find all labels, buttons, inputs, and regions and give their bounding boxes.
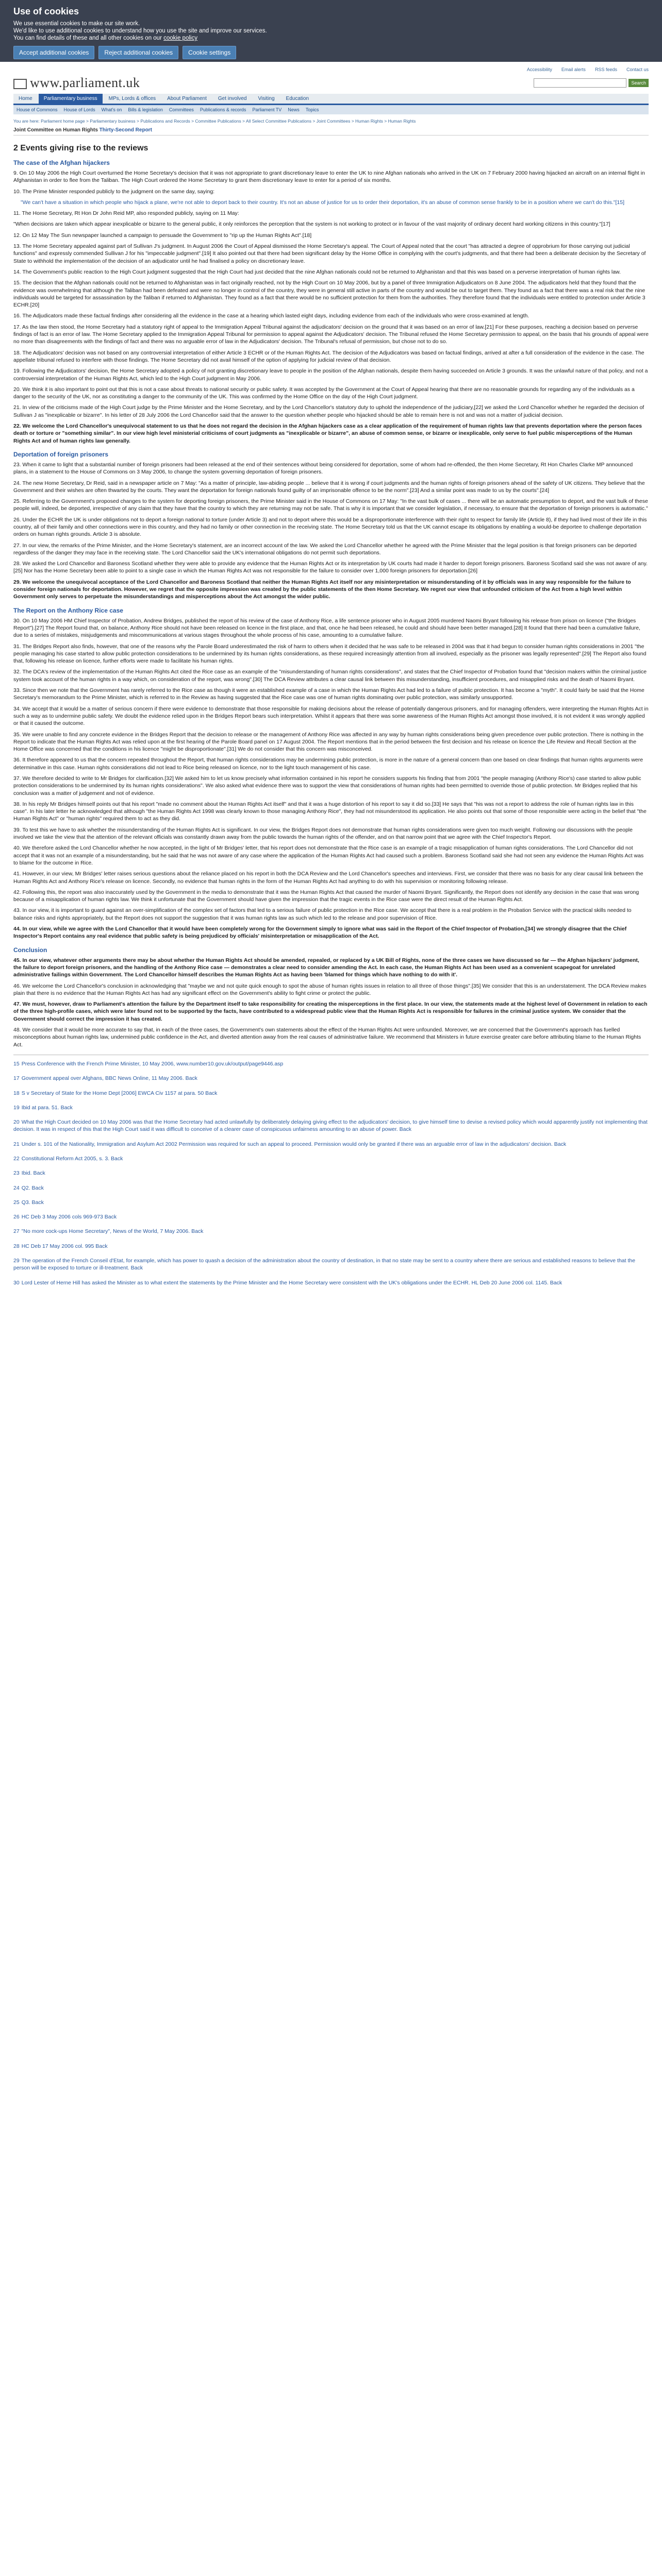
- paragraph: 44. In our view, while we agree with the Lord Chancellor that it would have been completely wrong for the Government simply to ignore what was said in the Report of the Chief Inspector of Probation,[34] we strongly disagree that the Chief Inspector's Report contains any real evidence that public safety is being prejudiced by officials' misinterpretation or misapplication of the Act.: [13, 926, 627, 940]
- footnote-number: 26: [13, 1214, 20, 1221]
- paragraph: 42. Following this, the report was also inaccurately used by the Government in the media to demonstrate that it was the Human Rights Act that caused the murder of Naomi Bryant. Significantly, the Report does not identify any decision in the case that was wrong because of a misapplication of human rights law. We think it unfortunate that the Government should have given the impression that the tragic events in the Rice case were the direct result of the Human Rights Act.: [13, 889, 639, 903]
- section-heading-afghan: The case of the Afghan hijackers: [13, 159, 110, 166]
- paragraph: 40. We therefore asked the Lord Chancellor whether he now accepted, in the light of Mr Bridges' letter, that his report does not demonstrate that the Rice case is an example of a tragic misapplication of human rights considerations. The Lord Chancellor did not accept that it was not an example of a misunderstanding, but he said that he was not aware of any case where the application of the Human Rights Act had caused such a problem. Baroness Scotland said she had not seen any evidence the Human Rights Act was to blame for the outcome in Rice.: [13, 845, 644, 866]
- footnote-text: Ibid. Back: [21, 1170, 45, 1177]
- nav-home[interactable]: Home: [19, 96, 32, 101]
- report-title-link[interactable]: Thirty-Second Report: [99, 127, 152, 133]
- paragraph: 26. Under the ECHR the UK is under obligations not to deport a foreign national to torture (under Article 3) and not to deport where this would be a disproportionate interference with their right to respect for family life (Article 8), if they had lived most of their life in this country, all of their family and other connections were in this country, and they had no family or other connection in the receiving state. The Home Secretary told us that the UK cannot escape its obligations by enabling a would-be deportee to challenge deportation orders on human rights grounds. Article 3 is absolute.: [13, 516, 647, 538]
- paragraph: 33. Since then we note that the Government has rarely referred to the Rice case as though it were an established example of a case in which the Human Rights Act had led to a failure of public protection. It has become a "myth". It could fairly be said that the Home Secretary's memorandum to the Prime Minister, which is referred to in the Review as having suggested that the Rice case was one of human rights dominating over public protection, was similarly unsupported.: [13, 687, 644, 701]
- footnote-text: S v Secretary of State for the Home Dept [2006] EWCA Civ 1157 at para. 50 Back: [21, 1090, 218, 1096]
- footnote[interactable]: [13, 1199, 649, 1206]
- subnav-tv[interactable]: Parliament TV: [252, 107, 282, 112]
- paragraph: 23. When it came to light that a substantial number of foreign prisoners had been released at the end of their sentences without being considered for deportation, some of whom had re-offended, the then Home Secretary, Rt Hon Charles Clarke MP announced plans, in a statement to the House of Commons on 3 May 2006, to change the system governing deportation of foreign prisoners.: [13, 461, 633, 476]
- footnote[interactable]: [13, 1104, 649, 1111]
- footnote-text: Lord Lester of Herne Hill has asked the Minister as to what extent the statements by the Prime Minister and the Home Secretary were consistent with the UK's obligations under the ECHR. HL Deb 20 June 2006 col. 1145. Back: [21, 1279, 562, 1286]
- subnav-commons[interactable]: House of Commons: [16, 107, 58, 112]
- footnote-text: HC Deb 17 May 2006 col. 995 Back: [21, 1243, 108, 1249]
- paragraph: 16. The Adjudicators made these factual findings after considering all the evidence in the case at a hearing which lasted eight days, including evidence from each of the individuals who were cross-examined at length.: [13, 313, 529, 319]
- search-input[interactable]: [534, 78, 626, 88]
- paragraph: 45. In our view, whatever other arguments there may be about whether the Human Rights Act should be amended, repealed, or replaced by a UK Bill of Rights, none of the three cases we have discussed so far — the Afghan hijackers' judgment, the failure to deport foreign prisoners, and the handling of the Anthony Rice case — demonstrates a clear need to consider amending the Act. In each case, the Human Rights Act has been used as a convenient scapegoat for unrelated administrative failings within Government. The Lord Chancellor himself describes the Human Rights Act as having been 'blamed for things which have nothing to do with it'.: [13, 957, 639, 978]
- footnote-number: 18: [13, 1090, 20, 1096]
- footnote-text: Government appeal over Afghans, BBC News Online, 11 May 2006. Back: [21, 1075, 197, 1082]
- toplink-contact-us[interactable]: Contact us: [626, 67, 649, 72]
- report-title: Joint Committee on Human Rights Thirty-Second Report: [13, 127, 649, 135]
- footnote-text: The operation of the French Conseil d'Etat, for example, which has power to quash a decision of the administration about the country of destination, in that no state may be sent to a country where there are serious and established reasons to believe that the person will be exposed to torture or ill-treatment. Back: [13, 1258, 636, 1272]
- footnote[interactable]: [13, 1279, 649, 1286]
- footnote[interactable]: [13, 1141, 649, 1148]
- paragraph: 34. We accept that it would be a matter of serious concern if there were evidence to demonstrate that those responsible for making decisions about the release of potentially dangerous prisoners, and for managing offenders, were interpreting the Human Rights Act in such a way as to undermine public safety. We doubt the evidence relied upon in the Bridges Report bears such interpretation. Whilst it appears that there was some awareness of the Human Rights Act amongst those involved, it is not evident it was wrongly applied or that it caused the outcome.: [13, 705, 649, 727]
- paragraph: 14. The Government's public reaction to the High Court judgment suggested that the High Court had just decided that the nine Afghan nationals could not be returned to Afghanistan and that this was based on a perverse interpretation of human rights law.: [13, 268, 621, 275]
- cookie-line-3: You can find details of these and all other cookies on our cookie policy: [13, 35, 197, 41]
- footnote-number: 22: [13, 1155, 20, 1162]
- paragraph: 47. We must, however, draw to Parliament's attention the failure by the Department itself to take responsibility for creating the misperceptions in the first place. In our view, the statements made at the highest level of Government in relation to each of the three high-profile cases, which were later found not to be supported by the facts, have contributed to a widespread public view that the Human Rights Act is responsible for failures in the criminal justice system. We consider that the Government should correct the impression it has created.: [13, 1001, 648, 1022]
- paragraph-group-c: [13, 349, 649, 445]
- paragraph: 24. The new Home Secretary, Dr Reid, said in a newspaper article on 7 May: "As a matter of principle, law-abiding people ... believe that it is wrong if court judgments and the human rights of foreign prisoners ahead of the safety of UK citizens. They believe that the Government and their wishes are often thwarted by the courts. They want the deportation for foreign nationals found guilty of an imprisonable offence to be the norm".[23] And a similar point was made to us by the courts".[24]: [13, 480, 645, 494]
- footnote-text: Constitutional Reform Act 2005, s. 3. Back: [21, 1155, 123, 1162]
- main-nav: [13, 94, 649, 105]
- paragraph: 29. We welcome the unequivocal acceptance of the Lord Chancellor and Baroness Scotland that neither the Human Rights Act itself nor any misinterpretation or misunderstanding of it by officials was in any way responsible for the failure to consider foreign nationals for deportation. However, we regret that the opposite impression was created by the public statements of the then Home Secretary. We regret our view that unfounded criticism of the Act from a high level within Government only serves to perpetuate the misunderstandings and misperceptions about the Act amongst the wider public.: [13, 579, 631, 600]
- paragraph-group-b: [13, 210, 649, 345]
- paragraph-group-f: [13, 957, 649, 1048]
- footnote[interactable]: [13, 1118, 649, 1133]
- footnote-text: Q3. Back: [21, 1199, 44, 1206]
- paragraph-group-a: [13, 170, 649, 195]
- paragraph: 27. In our view, the remarks of the Prime Minister, and the Home Secretary's statement, are an incorrect account of the law. We asked the Lord Chancellor whether he agreed with the Prime Minister that the legal position is that foreign prisoners can be deported regardless of the danger they may face in the receiving state. The Lord Chancellor said the UK's international obligations do not permit such deportations.: [13, 542, 637, 556]
- paragraph-group-e: [13, 617, 649, 940]
- portcullis-icon: [13, 79, 27, 89]
- subnav-publications[interactable]: Publications & records: [200, 107, 246, 112]
- paragraph: 36. It therefore appeared to us that the concern repeated throughout the Report, that human rights considerations may be undermining public protection, is more in the nature of a general concern than one based on clear findings that human rights arguments were determinative in this case. Human rights considerations did not lead to Rice being released on licence, nor to the light touch management of his case.: [13, 757, 643, 771]
- footnote-text: "No more cock-ups Home Secretary", News of the World, 7 May 2006. Back: [21, 1228, 204, 1235]
- paragraph: 41. However, in our view, Mr Bridges' letter raises serious questions about the reliance placed on his report in both the DCA Review and the Lord Chancellor's speeches and interviews. First, we consider that there was no basis for any clear causal link between the Human Rights Act and Anthony Rice's release on licence. Secondly, no evidence that human rights in the form of the Human Rights Act had anything to do with his supervision or monitoring following release.: [13, 871, 643, 885]
- cookie-line-1: We use essential cookies to make our site work.: [13, 21, 140, 27]
- paragraph: 46. We welcome the Lord Chancellor's conclusion in acknowledging that "maybe we and not quite quick enough to spot the abuse of human rights issues in relation to all three of those things".[35] We consider that this is an understatement. The DCA Review makes plain that there is no evidence that the Human Rights Act has had any significant effect on the Government's ability to fight crime or protect the public.: [13, 982, 647, 996]
- cookie-title: Use of cookies: [13, 6, 79, 16]
- subnav-news[interactable]: News: [288, 107, 300, 112]
- footnote-text: Q2. Back: [21, 1184, 44, 1191]
- accept-cookies-button[interactable]: Accept additional cookies: [13, 46, 94, 59]
- nav-mps-lords[interactable]: MPs, Lords & offices: [108, 96, 156, 101]
- paragraph: 25. Referring to the Government's proposed changes to the system for deporting foreign prisoners, the Prime Minister said in the House of Commons on 17 May: "In the vast bulk of cases ... there will be an automatic presumption to deport, and the vast bulk of these people will, indeed, be deported, irrespective of any claim that they have that the country to which they are returning may not be safe. That is why it is important that we consider legislation, if necessary, to ensure that the deportation of foreign prisoners is automatic.": [13, 498, 648, 512]
- footnote-text: Press Conference with the French Prime Minister, 10 May 2006, www.number10.gov.uk/output/page9446.asp: [21, 1060, 284, 1067]
- subnav-whats-on[interactable]: What's on: [101, 107, 122, 112]
- footnote-number: 20: [13, 1119, 20, 1126]
- footnote[interactable]: [13, 1213, 649, 1221]
- paragraph: 37. We therefore decided to write to Mr Bridges for clarification.[32] We asked him to let us know precisely what information contained in his report he considers supports his finding that from 2001 "the people managing (Anthony Rice's) case started to allow public protection considerations to be undermined by its human rights considerations". We also asked what evidence there was to support the view that considerations of human rights had been permitted to override those of public protection. Mr Bridges replied that his conclusion was a matter of judgement and not of evidence.: [13, 775, 641, 796]
- footnote[interactable]: [13, 1090, 649, 1097]
- cookie-policy-link[interactable]: cookie policy: [163, 35, 197, 41]
- footnote[interactable]: [13, 1257, 649, 1272]
- footnote-text: What the High Court decided on 10 May 2006 was that the Home Secretary had acted unlawfully by deliberately delaying giving effect to the adjudicators' decision, to give himself time to devise a revised policy which would apparently justify not implementing that decision. It was in respect of this that the High Court said it was difficult to conceive of a clearer case of conspicuous unfairness amounting to an abuse of power. Back: [13, 1119, 648, 1133]
- pm-quote: "We can't have a situation in which people who hijack a plane, we're not able to deport back to their country. It's not an abuse of justice for us to order their deportation, it's an abuse of common sense frankly to be in a position where we can't do this."[15]: [21, 199, 625, 206]
- section-heading-conclusion: Conclusion: [13, 946, 47, 954]
- paragraph: 9. On 10 May 2006 the High Court overturned the Home Secretary's decision that it was not appropriate to grant discretionary leave to enter the UK to nine Afghan nationals who arrived in the UK on 7 February 2000 having hijacked an aircraft on an internal flight in Afghanistan in order to flee from the Taliban. The High Court ordered the Home Secretary to grant them discretionary leave to enter for a period of six months.: [13, 170, 645, 184]
- footnote[interactable]: [13, 1155, 649, 1162]
- footnote-text: Ibid at para. 51. Back: [21, 1104, 73, 1111]
- nav-visiting[interactable]: Visiting: [258, 96, 275, 101]
- nav-about[interactable]: About Parliament: [167, 96, 207, 101]
- section-heading-deportation: Deportation of foreign prisoners: [13, 450, 109, 458]
- footnote-number: 30: [13, 1279, 20, 1286]
- paragraph: "When decisions are taken which appear inexplicable or bizarre to the general public, it only reinforces the perception that the system is not working to protect or in favour of the vast majority of ordinary decent hard working citizens in this country."[17]: [13, 221, 610, 228]
- paragraph: 21. In view of the criticisms made of the High Court judge by the Prime Minister and the Home Secretary, and by the Lord Chancellor's statutory duty to uphold the independence of the judiciary,[22] we asked the Lord Chancellor whether he regarded the decision of Sullivan J as "inexplicable or bizarre". In his letter of 28 July 2006 the Lord Chancellor said that the answer to the question whether people who hijacked should be able to remain here is not and was not a matter of judicial decision.: [13, 404, 644, 418]
- paragraph: 19. Following the Adjudicators' decision, the Home Secretary adopted a policy of not granting discretionary leave to people in the position of the Afghan nationals, despite them having succeeded on Article 3 grounds. It was the unlawful nature of that policy, and not a controversial interpretation of the Human Rights Act, which led to the High Court judgment in May 2006.: [13, 368, 648, 382]
- paragraph: 35. We were unable to find any concrete evidence in the Bridges Report that the decision to release or the management of Anthony Rice was affected in any way by human rights considerations being given precedence over public protection. There is nothing in the Report to indicate that the Human Rights Act was relied upon at the first hearing of the Parole Board panel on 17 August 2004. The Report mentions that in the period between the first decision and his release on licence the Life Review and Recall Section at the Home Office was concerned that the conditions in his licence "might be disproportionate".[31] We do not consider that this concern was misconceived.: [13, 731, 644, 753]
- paragraph: 22. We welcome the Lord Chancellor's unequivocal statement to us that he does not regard the decision in the Afghan hijackers case as a clear application of the requirement of human rights law that prevents deportation where the person faces death or torture or "something similar". In our view high level ministerial criticisms of court judgments as "inexplicable or bizarre", an abuse of common sense, or bizarre or inexplicable, only serve to fuel public misperceptions of the Human Rights Act and of human rights law generally.: [13, 423, 642, 444]
- toplink-rss-feeds[interactable]: RSS feeds: [594, 67, 617, 72]
- top-links: [0, 62, 662, 75]
- paragraph: 48. We consider that it would be more accurate to say that, in each of the three cases, the Government's own statements about the effect of the Human Rights Act were unfounded. Moreover, we are concerned that the Government's approach has fuelled misconceptions about human rights law, undermined public confidence in the Act, and diverted attention away from the real causes of administrative failure. We recommend that Ministers in future exercise greater care before attributing blame to the Human Rights Act.: [13, 1027, 641, 1048]
- footnote[interactable]: [13, 1060, 649, 1067]
- footnote-number: 28: [13, 1243, 20, 1249]
- breadcrumb[interactable]: You are here: Parliament home page > Parliamentary business > Publications and Records > Committee Publications > All Select Committee Publications > Joint Committees > Human Rights > Human Rights: [13, 118, 416, 124]
- site-header: [0, 75, 662, 91]
- subnav-bills[interactable]: Bills & legislation: [128, 107, 163, 112]
- footnote-number: 15: [13, 1060, 20, 1067]
- paragraph: 20. We think it is also important to point out that this is not a case about threats to national security or public safety. It was accepted by the Government at the Court of Appeal hearing that there are no reasonable grounds for regarding any of the individuals as a danger to the security of the UK, nor as constituting a danger to the community of the UK. This was confirmed by the Home Office on the day of the High Court judgment.: [13, 386, 635, 400]
- paragraph: 31. The Bridges Report also finds, however, that one of the reasons why the Parole Board underestimated the risk of harm to others when it decided that he was safe to be released in 2004 was that it had begun to consider human rights considerations in 2001 "the people managing his case started to allow public protection considerations to be undermined by its human rights considerations, as these required increasingly attention from all involved, especially as the prisoner was legally represented".[29] The Report also found that, following his release on licence, further efforts were made to facilitate his human rights.: [13, 643, 647, 665]
- paragraph: 17. As the law then stood, the Home Secretary had a statutory right of appeal to the Immigration Appeal Tribunal against the adjudicators' decision on the ground that it was based on an error of law.[21] For these purposes, reaching a decision based on perverse findings of fact is an error of law. The Home Secretary applied to the Immigration Appeal Tribunal for permission to appeal against the Adjudicators' decision. The Tribunal refused the Home Secretary permission to appeal, on the basis that his grounds of appeal were no more than disagreements with the findings of fact and there was no arguable error of law in the Adjudicators' decision. The Tribunal's refusal of permission, but chose not to do so.: [13, 324, 649, 345]
- footnotes: [13, 1060, 649, 1286]
- footnote[interactable]: [13, 1184, 649, 1192]
- main-content: [0, 135, 662, 1286]
- footnote-text: HC Deb 3 May 2006 cols 969-973 Back: [21, 1214, 117, 1221]
- site-logo[interactable]: www.parliament.uk: [13, 75, 140, 91]
- sub-nav: [13, 105, 649, 114]
- footnote-number: 27: [13, 1228, 20, 1235]
- paragraph: 39. To test this we have to ask whether the misunderstanding of the Human Rights Act is significant. In our view, the Bridges Report does not demonstrate that human rights considerations were given too much weight. Following our discussions with the people involved we take the view that the attention of the relevant officials was constantly drawn away from the public towards the human rights of the offender, and on that narrow point that we agree with the Chief Inspector's Report.: [13, 826, 633, 841]
- chapter-heading: 2 Events giving rise to the reviews: [13, 144, 148, 152]
- footnote-number: 24: [13, 1184, 20, 1191]
- toplink-email-alerts[interactable]: Email alerts: [561, 67, 586, 72]
- footnote-number: 23: [13, 1170, 20, 1177]
- paragraph: 13. The Home Secretary appealed against part of Sullivan J's judgment. In August 2006 the Court of Appeal dismissed the Home Secretary's appeal. The Court of Appeal noted that the court "has attracted a degree of opprobrium for those carrying out judicial functions" and expressly commended Sullivan J for his "impeccable judgment".[19] It also pointed out that there had been significant delay by the Home Office in complying with the court's judgments, and that there had been a deliberate decision by the Secretary of State to withhold the implementation of the decision of an adjudicator until he had finalised a policy on discretionary leave.: [13, 243, 646, 264]
- subnav-committees[interactable]: Committees: [169, 107, 194, 112]
- section-heading-rice: The Report on the Anthony Rice case: [13, 606, 123, 614]
- paragraph: 10. The Prime Minister responded publicly to the judgment on the same day, saying:: [13, 188, 215, 195]
- footnote-number: 29: [13, 1258, 20, 1264]
- footnote[interactable]: [13, 1170, 649, 1177]
- footnote[interactable]: [13, 1075, 649, 1082]
- footnote-text: Under s. 101 of the Nationality, Immigration and Asylum Act 2002 Permission was required for such an appeal to proceed. Permission would only be granted if there was an arguable error of law in the adjudicators' decision. Back: [21, 1141, 567, 1147]
- footnote-number: 17: [13, 1075, 20, 1082]
- reject-cookies-button[interactable]: Reject additional cookies: [98, 46, 178, 59]
- search-button[interactable]: Search: [628, 79, 649, 87]
- subnav-lords[interactable]: House of Lords: [63, 107, 95, 112]
- nav-get-involved[interactable]: Get involved: [218, 96, 247, 101]
- cookie-line-2: We'd like to use additional cookies to understand how you use the site and improve our services.: [13, 28, 267, 34]
- toplink-accessibility[interactable]: Accessibility: [526, 67, 552, 72]
- paragraph: 43. In our view, it is important to guard against an over-simplification of the complex set of factors that led to a serious failure of public protection in the Rice case. We accept that there is a real problem in the Probation Service with the practical skills needed to balance risks and rights appropriately, but the Report does not support the suggestion that it was human rights law as such which led to the release and poor supervision of Rice.: [13, 907, 632, 921]
- subnav-topics[interactable]: Topics: [305, 107, 319, 112]
- paragraph-group-d: [13, 461, 649, 601]
- footnote-number: 21: [13, 1141, 20, 1147]
- cookie-settings-button[interactable]: Cookie settings: [183, 46, 236, 59]
- nav-parliamentary-business[interactable]: Parliamentary business: [39, 94, 103, 104]
- paragraph: 15. The decision that the Afghan nationals could not be returned to Afghanistan was in fact originally reached, not by the High Court on 10 May 2006, but by a panel of three Immigration Adjudicators on 8 June 2004. The adjudicators held that they found that the evidence was overwhelming that although the Taliban had been defeated and were no longer in control of the country, they were in general still active in parts of the country and would be out to target them. They found as a fact that there was a real risk that the nine individuals would be targeted for assassination by the Taliban if returned to Afghanistan. They found as a fact that there would be no sufficient protection for them from the authorities. They therefore found that the individuals were entitled to protection under Article 3 ECHR.[20]: [13, 280, 646, 309]
- cookie-banner: [0, 0, 662, 62]
- footnote[interactable]: [13, 1228, 649, 1235]
- paragraph: 28. We asked the Lord Chancellor and Baroness Scotland whether they were able to provide any evidence that the Human Rights Act or its interpretation by UK courts had made it harder to deport foreign prisoners. Baroness Scotland said she was not aware of any.[25] Nor has the Home Secretary been able to point to a single case in which the Human Rights Act was not responsible for the failure to consider over 1,000 foreign prisoners for deportation.[26]: [13, 561, 648, 574]
- paragraph: 18. The Adjudicators' decision was not based on any controversial interpretation of either Article 3 ECHR or of the Human Rights Act. The decision of the Adjudicators was based on factual findings, arrived at after a full consideration of the evidence in the case. The appellate tribunal refused to interfere with those findings. The Home Secretary did not avail himself of the option of applying for judicial review of that decision.: [13, 349, 644, 363]
- footnote-number: 19: [13, 1104, 20, 1111]
- paragraph: 12. On 12 May The Sun newspaper launched a campaign to persuade the Government to "rip up the Human Rights Act".[18]: [13, 232, 312, 239]
- paragraph: 30. On 10 May 2006 HM Chief Inspector of Probation, Andrew Bridges, published the report of his review of the case of Anthony Rice, a life sentence prisoner who in August 2005 murdered Naomi Bryant following his release from prison on licence ("the Bridges Report").[27] The Report found that, on balance, Anthony Rice should not have been released on licence in the first place, and that, once he had been released, he could and should have been better managed.[28] It found that there had been a cumulative failure, due to a series of mistakes, misjudgements and miscommunications at various stages throughout the whole process of his case, amounting to a cumulative failure.: [13, 617, 640, 639]
- footnote[interactable]: [13, 1243, 649, 1250]
- footnote-number: 25: [13, 1199, 20, 1206]
- paragraph: 11. The Home Secretary, Rt Hon Dr John Reid MP, also responded publicly, saying on 11 May:: [13, 210, 239, 217]
- paragraph: 38. In his reply Mr Bridges himself points out that his report "made no comment about the Human Rights Act itself" and that it was a huge distortion of his report to say it did so.[33] He says that "his was not a report to address the role of human rights law in this case". In his later letter he acknowledged that although "the Human Rights Act 1998 was clearly known to those managing Anthony Rice", they had not misunderstood its application. He also points out that some of those responsible were acting in the belief that "the Human Rights Act" or "human rights" required them to act as they did.: [13, 801, 647, 822]
- search-bar: [534, 78, 649, 88]
- paragraph: 32. The DCA's review of the implementation of the Human Rights Act cited the Rice case as an example of the "misunderstanding of human rights considerations", and states that the Chief Inspector of Probation found that "decision makers within the criminal justice system took account of the human rights in a way which, on consideration of the report, was wrong".[30] The DCA Review attributes a clear causal link between this misunderstanding, insufficient procedures, and misapplied risks and the death of Naomi Bryant.: [13, 669, 647, 683]
- nav-education[interactable]: Education: [286, 96, 309, 101]
